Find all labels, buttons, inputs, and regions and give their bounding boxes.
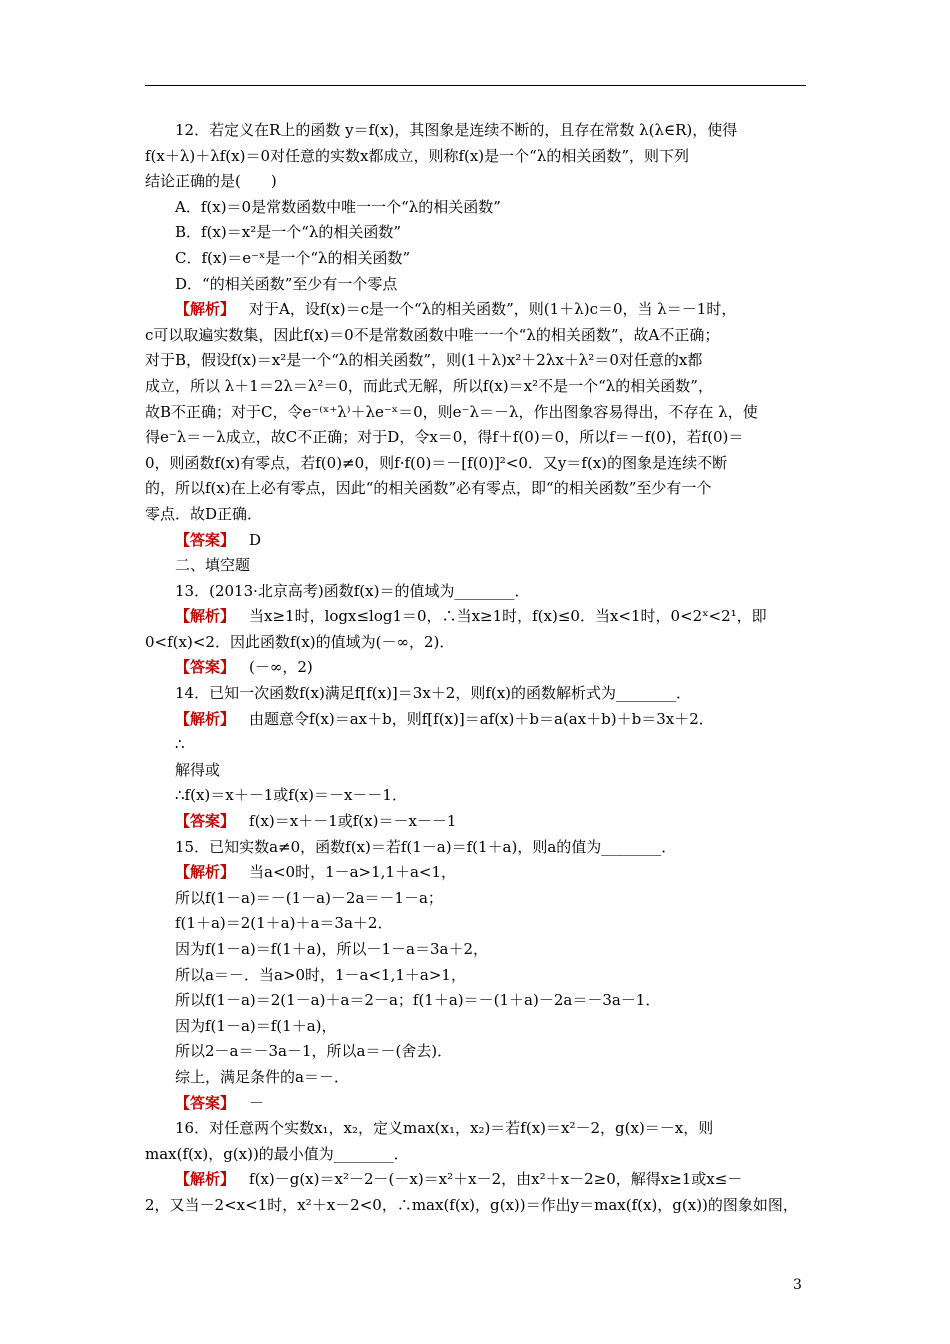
q15-analysis-line-1	[145, 860, 811, 886]
q14-analysis-line: ∴	[175, 735, 185, 754]
answer-tag: 【答案】	[175, 658, 236, 677]
question-16	[145, 1116, 811, 1218]
q14-answer	[145, 809, 811, 835]
answer-tag: 【答案】	[175, 530, 236, 549]
page-number: 3	[793, 1277, 802, 1293]
q16-analysis-line: 2，又当－2<x<1时，x²＋x－2<0，∴max(f(x)，g(x))＝作出y＝max(f(x)，g(x))的图象如图，	[145, 1195, 798, 1214]
q15-analysis-line: 因为f(1－a)＝f(1＋a)，所以－1－a＝3a＋2，	[175, 940, 489, 958]
q16-analysis-text: f(x)－g(x)＝x²－2－(－x)＝x²＋x－2，由x²＋x－2≥0，解得x≥1或x≤－	[249, 1170, 743, 1189]
q15-answer-text: －	[249, 1093, 265, 1112]
q15-analysis-line: f(1＋a)＝2(1＋a)＋a＝3a＋2．	[175, 914, 393, 933]
q12-analysis-line: 得e⁻λ＝－λ成立，故C不正确；对于D，令x＝0，得f＋f(0)＝0，所以f＝－f(0)，若f(0)＝	[145, 428, 744, 447]
q13-analysis-text: 当x≥1时，logx≤log1＝0，∴当x≥1时，f(x)≤0．当x<1时，0<2ˣ<2¹，即	[249, 607, 767, 626]
q12-analysis-line: 的，所以f(x)在上必有零点，因此“的相关函数”必有零点，即“的相关函数”至少有一个	[145, 479, 712, 498]
answer-tag: 【答案】	[175, 812, 236, 831]
q12-stem-line-1: 12．若定义在R上的函数 y＝f(x)，其图象是连续不断的，且存在常数 λ(λ∈R)，使得	[175, 121, 738, 139]
q12-analysis-line: 对于B，假设f(x)＝x²是一个“λ的相关函数”，则(1＋λ)x²＋2λx＋λ²＝0对任意的x都	[145, 351, 703, 370]
q12-analysis-line: c可以取遍实数集，因此f(x)＝0不是常数函数中唯一一个“λ的相关函数”，故A不正确；	[145, 325, 720, 344]
q14-answer-text: f(x)＝x＋－1或f(x)＝－x－－1	[249, 812, 457, 831]
analysis-tag: 【解析】	[175, 709, 236, 728]
q15-analysis-text: 当a<0时，1－a>1,1＋a<1，	[249, 863, 457, 882]
q12-stem-line-3: 结论正确的是( )	[145, 172, 277, 191]
q12-analysis-line: 故B不正确；对于C，令e⁻⁽ˣ⁺λ⁾＋λe⁻ˣ＝0，则e⁻λ＝－λ，作出图象容易得出，不存在 λ，使	[145, 402, 758, 421]
analysis-tag: 【解析】	[175, 1170, 236, 1189]
q13-analysis-line-1	[145, 604, 811, 630]
q12-option-d: D．“的相关函数”至少有一个零点	[175, 274, 398, 293]
q15-analysis-line: 所以2－a＝－3a－1，所以a＝－(舍去)．	[175, 1042, 453, 1061]
question-12	[145, 118, 811, 553]
q12-analysis-text: 对于A，设f(x)＝c是一个“λ的相关函数”，则(1＋λ)c＝0，当 λ＝－1时，	[249, 300, 737, 319]
q14-question: 14．已知一次函数f(x)满足f[f(x)]＝3x＋2，则f(x)的函数解析式为________．	[175, 684, 692, 703]
q12-analysis-line-1	[145, 297, 811, 323]
q12-analysis-line: 成立，所以 λ＋1＝2λ＝λ²＝0，而此式无解，所以f(x)＝x²不是一个“λ的相关函数”，	[145, 376, 713, 395]
q13-answer	[145, 655, 811, 681]
question-13	[145, 579, 811, 681]
q14-analysis-line: ∴f(x)＝x＋－1或f(x)＝－x－－1．	[175, 786, 407, 805]
q16-question-line-1: 16．对任意两个实数x₁，x₂，定义max(x₁，x₂)＝若f(x)＝x²－2，g(x)＝－x，则	[175, 1119, 714, 1138]
header-rule	[145, 85, 806, 86]
q14-analysis-line-1	[145, 707, 811, 733]
q14-analysis-text: 由题意令f(x)＝ax＋b，则f[f(x)]＝af(x)＋b＝a(ax＋b)＋b＝3x＋2．	[249, 709, 714, 728]
q15-analysis-line: 因为f(1－a)＝f(1＋a)，	[175, 1016, 337, 1035]
q13-question: 13．(2013·北京高考)函数f(x)＝的值域为________．	[175, 581, 530, 600]
document-body	[145, 118, 811, 1219]
question-14	[145, 681, 811, 835]
q13-answer-text: (－∞，2)	[249, 658, 313, 677]
q14-analysis-line: 解得或	[175, 760, 221, 779]
q12-analysis-line: 0，则函数f(x)有零点，若f(0)≠0，则f·f(0)＝－[f(0)]²<0．又y＝f(x)的图象是连续不断	[145, 453, 728, 472]
q16-analysis-line-1	[145, 1167, 811, 1193]
analysis-tag: 【解析】	[175, 863, 236, 882]
q12-analysis-line: 零点．故D正确．	[145, 504, 263, 523]
q13-analysis-line: 0<f(x)<2．因此函数f(x)的值域为(－∞，2)．	[145, 632, 455, 651]
q15-answer	[145, 1091, 811, 1117]
q12-answer	[145, 528, 811, 554]
analysis-tag: 【解析】	[175, 607, 236, 626]
q12-option-c: C．f(x)＝e⁻ˣ是一个“λ的相关函数”	[175, 248, 411, 267]
question-15	[145, 835, 811, 1117]
section-title: 二、填空题	[175, 556, 251, 575]
q12-option-a: A．f(x)＝0是常数函数中唯一一个“λ的相关函数”	[175, 197, 501, 216]
q12-stem-line-2: f(x＋λ)＋λf(x)＝0对任意的实数x都成立，则称f(x)是一个“λ的相关函数”，则下列	[145, 146, 690, 165]
q15-analysis-line: 所以f(1－a)＝2(1－a)＋a＝2－a；f(1＋a)＝－(1＋a)－2a＝－3a－1．	[175, 991, 661, 1010]
q12-answer-text: D	[249, 530, 262, 549]
q16-question-line-2: max(f(x)，g(x))的最小值为________．	[145, 1144, 409, 1163]
answer-tag: 【答案】	[175, 1093, 236, 1112]
q15-analysis-line: 所以a＝－．当a>0时，1－a<1,1＋a>1，	[175, 965, 466, 984]
q15-question: 15．已知实数a≠0，函数f(x)＝若f(1－a)＝f(1＋a)，则a的值为________．	[175, 837, 677, 856]
q15-analysis-line: 所以f(1－a)＝－(1－a)－2a＝－1－a；	[175, 888, 443, 907]
analysis-tag: 【解析】	[175, 300, 236, 319]
q12-option-b: B．f(x)＝x²是一个“λ的相关函数”	[175, 223, 402, 242]
q15-analysis-line: 综上，满足条件的a＝－．	[175, 1067, 349, 1086]
